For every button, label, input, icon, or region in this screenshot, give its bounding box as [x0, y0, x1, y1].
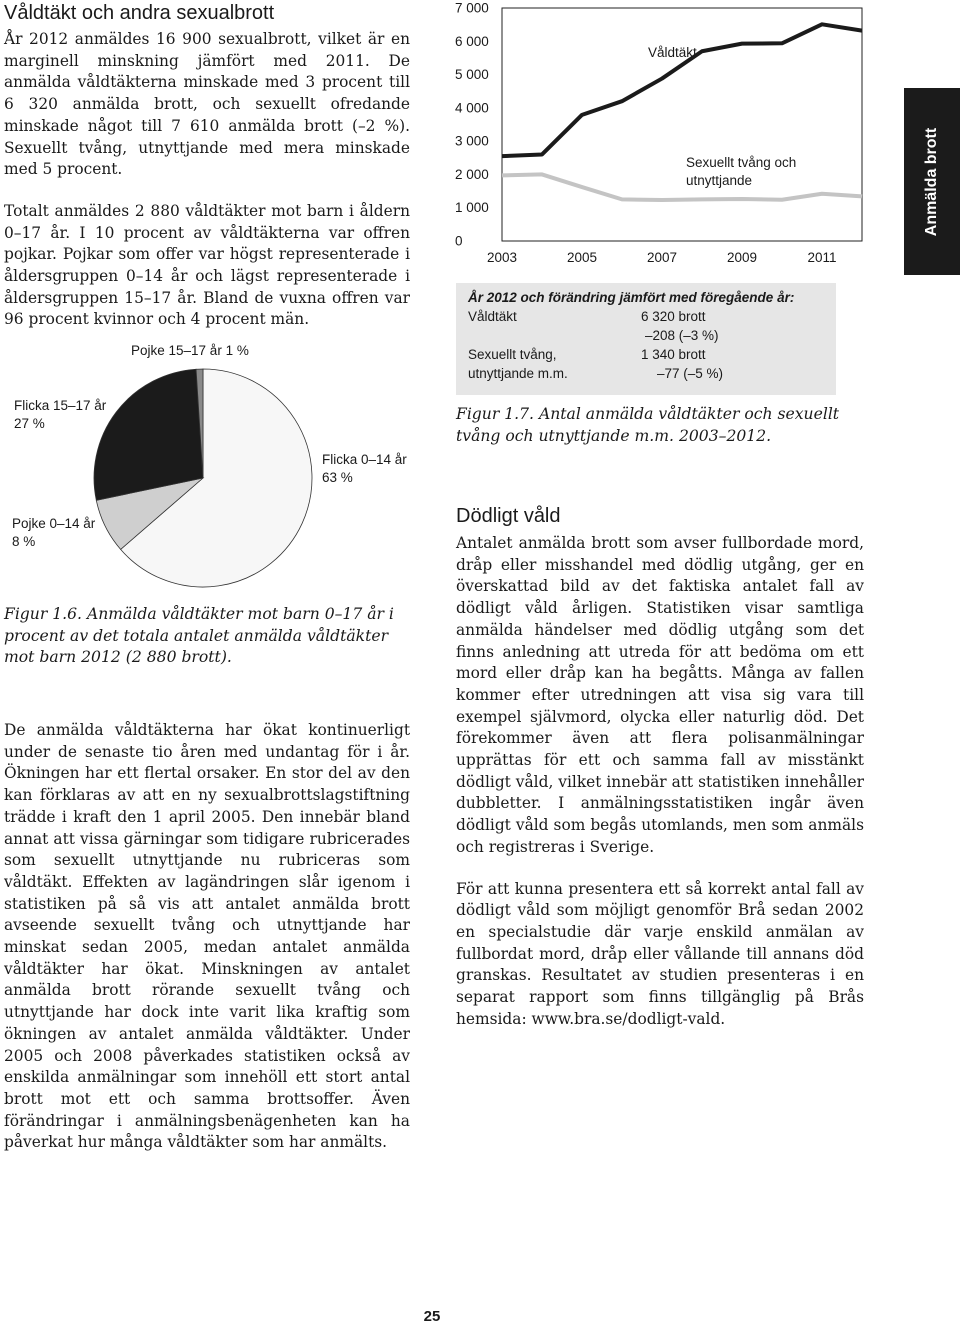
- pie-label-girls-15-17: Flicka 15–17 år 27 %: [14, 398, 107, 431]
- paragraph: Totalt anmäldes 2 880 våldtäkter mot barn i åldern 0–17 år. I 10 procent av våldtäkterna var offren pojkar. Pojkar som offer var högst representerade i åldersgruppen 0–14 år och lägst representerade i åldersgruppen 15–17 år. Bland de vuxna offren var 96 procent kvinnor och 4 procent män.: [4, 201, 410, 329]
- series-label-rape: Våldtäkt: [648, 45, 697, 60]
- x-tick-label: 2009: [726, 250, 758, 265]
- paragraph: Antalet anmälda brott som avser fullbordade mord, dråp eller misshandel med dödlig utgång, ger en överskattad bild av det faktiska antalet fall av dödligt våld årligen. Statistiken visar samtliga anmälda händelser med dödlig utgång som det finns anledning att utreda för att bedöma om ett mord eller dråp kan ha begåtts. Många av fallen kommer efter utredningen att visa sig vara till exempel självmord, olycka eller naturlig död. Det förekommer även att flera polisanmälningar upprättas för ett och samma fall av misstänkt dödligt våld, vilket innebär att statistiken innehåller dubbletter. I anmälningsstatistiken ingår även dödligt våld som begås utomlands, men som anmäls och registreras i Sverige.: [456, 534, 864, 856]
- side-tab-label: Anmälda brott: [923, 127, 940, 236]
- paragraph: För att kunna presentera ett så korrekt antal fall av dödligt våld som möjligt genomför Brå sedan 2002 en specialstudie där varje enskild anmälan av fullbordat mord, dråp eller vållande till annans död granskas. Resultatet av studien presenteras i en separat rapport som finns tillgänglig på Brås hemsida: www.bra.se/dodligt-vald.: [456, 879, 864, 1028]
- pie-slice: [94, 369, 203, 500]
- section-body: [4, 29, 410, 331]
- line-chart-svg: [440, 0, 870, 280]
- summary-title: År 2012 och förändring jämfört med föregående år:: [468, 290, 795, 305]
- pie-label-girls-0-14: Flicka 0–14 år 63 %: [322, 452, 407, 485]
- summary-label: Våldtäkt: [468, 309, 517, 324]
- y-tick-label: 5 000: [455, 67, 489, 83]
- x-tick-label: 2011: [807, 250, 837, 265]
- section-lethal-violence: [456, 505, 864, 1030]
- series-label-coercion: Sexuellt tvång och utnyttjande: [686, 155, 797, 188]
- y-tick-label: 1 000: [455, 200, 489, 216]
- pie-label-boys-15-17: Pojke 15–17 år 1 %: [131, 343, 249, 358]
- paragraph: År 2012 anmäldes 16 900 sexualbrott, vilket är en marginell minskning jämfört med 2011. De anmälda våldtäkterna minskade med 3 procent till 6 320 anmälda brott, och sexuellt ofredande minskade något till 7 610 anmälda brott (–2 %). Sexuellt tvång, utnyttjande med mera minskade med 5 procent.: [4, 30, 410, 179]
- pie-chart: [0, 330, 450, 590]
- summary-value: 6 320 brott: [641, 309, 706, 324]
- line-chart-caption: Figur 1.7. Antal anmälda våldtäkter och sexuellt tvång och utnyttjande m.m. 2003–2012.: [456, 405, 840, 445]
- series-line: [502, 174, 862, 200]
- y-tick-label: 2 000: [455, 166, 489, 182]
- section-heading: Dödligt våld: [456, 505, 561, 527]
- section-rape: [4, 2, 410, 331]
- x-tick-label: 2005: [566, 250, 598, 265]
- y-tick-label: 4 000: [455, 100, 489, 116]
- summary-label: Sexuellt tvång,: [468, 347, 557, 362]
- summary-box: [456, 283, 836, 395]
- page-number: 25: [423, 1308, 441, 1325]
- summary-value: 1 340 brott: [641, 347, 706, 362]
- y-tick-label: 6 000: [455, 33, 489, 49]
- y-tick-label: 3 000: [455, 133, 489, 149]
- pie-label-boys-0-14: Pojke 0–14 år 8 %: [12, 516, 96, 549]
- line-chart: [440, 0, 870, 280]
- summary-change: –77 (–5 %): [657, 366, 724, 381]
- section-heading: Våldtäkt och andra sexualbrott: [4, 2, 275, 24]
- paragraph: De anmälda våldtäkterna har ökat kontinuerligt under de senaste tio åren med undantag för i år. Ökningen har ett flertal orsaker. En stor del av den kan förklaras av att en ny sexualbrottslagstiftning trädde i kraft den 1 april 2005. Den innebär bland annat att vissa gärningar som tidigare rubricerades som sexuellt utnyttjande nu rubriceras som våldtäkt. Effekten av lagändringen slår igenom i statistiken på så vis att antalet anmälda brott avseende sexuellt tvång och utnyttjande har minskat sedan 2005, medan antalet anmälda våldtäkter har ökat. Minskningen av antalet anmälda brott rörande sexuellt tvång och utnyttjande har dock inte varit lika kraftig som ökningen av antalet anmälda våldtäkter. Under 2005 och 2008 påverkades statistiken också av enskilda anmälningar som innehöll ett stort antal brott mot ett och samma brottsoffer. Även förändringar i anmälningsbenägenheten kan ha påverkat hur många våldtäkter som har anmälts.: [4, 721, 410, 1152]
- plot-frame: [502, 8, 862, 241]
- x-tick-label: 2007: [646, 250, 678, 265]
- summary-label: utnyttjande m.m.: [468, 366, 568, 381]
- y-tick-label: 7 000: [455, 0, 489, 16]
- section-side-tab: [904, 88, 960, 275]
- section-rape-continued: [4, 720, 410, 1154]
- summary-change: –208 (–3 %): [645, 328, 719, 343]
- pie-caption: Figur 1.6. Anmälda våldtäkter mot barn 0–17 år i procent av det totala antalet anmälda våldtäkter mot barn 2012 (2 880 brott).: [4, 605, 394, 666]
- y-tick-label: 0: [455, 233, 463, 249]
- section-body: [456, 533, 864, 1030]
- x-tick-label: 2003: [486, 250, 518, 265]
